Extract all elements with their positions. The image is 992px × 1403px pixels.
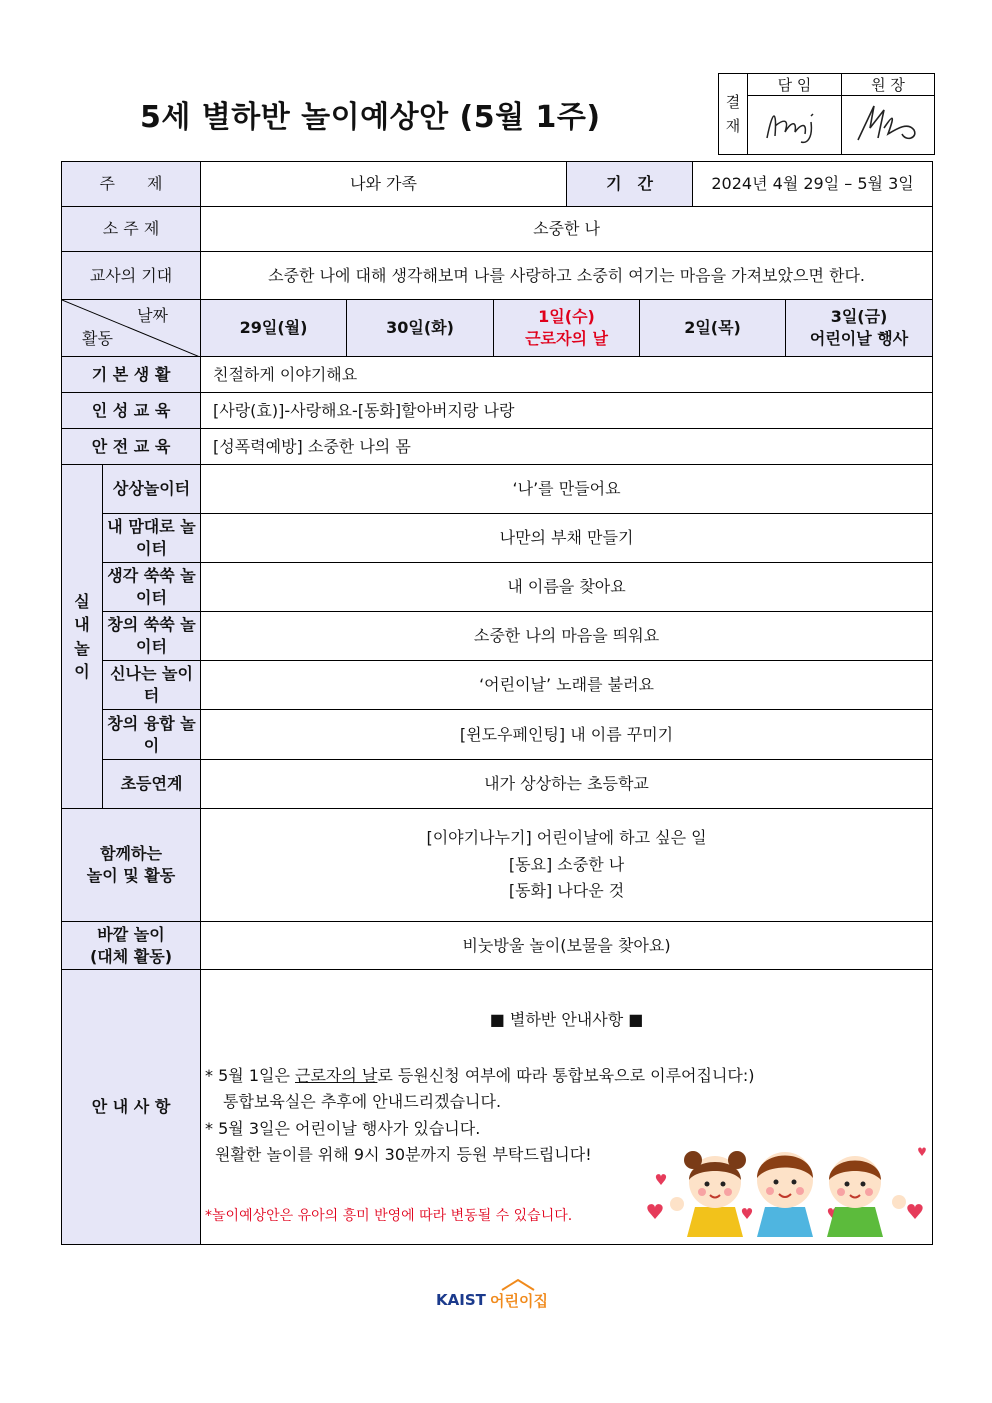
date-label: 날짜 [137,306,169,325]
together-value: [이야기나누기] 어린이날에 하고 싶은 일 [동요] 소중한 나 [동화] 나다운 것 [201,809,933,922]
subtopic-value: 소중한 나 [201,207,933,252]
indoor-play-group-label: 실 내 놀 이 [62,465,103,809]
expectation-value: 소중한 나에 대해 생각해보며 나를 사랑하고 소중히 여기는 마음을 가져보았으면 한다. [201,252,933,300]
day-header-mon: 29일(월) [201,300,347,357]
indoor-row-label: 신나는 놀이터 [103,661,201,710]
notice-line-2: 통합보육실은 추후에 안내드리겠습니다. [223,1092,502,1112]
indoor-row-label: 상상놀이터 [103,465,201,514]
indoor-row-label: 내 맘대로 놀이터 [103,514,201,563]
indoor-row-value: 나만의 부채 만들기 [201,514,933,563]
day-header-fri: 3일(금) 어린이날 행사 [786,300,933,357]
indoor-row-value: 소중한 나의 마음을 띄워요 [201,612,933,661]
day-header-wed: 1일(수) 근로자의 날 [494,300,640,357]
safety-value: [성폭력예방] 소중한 나의 몸 [201,429,933,465]
director-label: 원 장 [842,74,935,96]
date-activity-corner [62,300,201,357]
kaist-logo [436,1278,560,1316]
children-illustration [647,1142,932,1237]
notice-warning: *놀이예상안은 유아의 흥미 반영에 따라 변동될 수 있습니다. [205,1208,573,1224]
notice-line-1: * 5월 1일은 근로자의 날로 등원신청 여부에 따라 통합보육으로 이루어집니다:) [205,1066,755,1085]
period-value: 2024년 4월 29일 – 5월 3일 [693,162,933,207]
basic-life-value: 친절하게 이야기해요 [201,357,933,393]
outdoor-value: 비눗방울 놀이(보물을 찾아요) [201,922,933,970]
plan-table [61,161,933,1245]
director-signature [842,96,935,155]
logo-text-2: 어린이집 [490,1292,548,1310]
outdoor-label: 바깥 놀이 (대체 활동) [62,922,201,970]
indoor-row-value: 내 이름을 찾아요 [201,563,933,612]
teacher-label: 담 임 [748,74,842,96]
period-label: 기 간 [567,162,693,207]
indoor-row-value: ‘나’를 만들어요 [201,465,933,514]
notice-heading: ■ 별하반 안내사항 ■ [489,1010,644,1029]
indoor-row-label: 창의 융합 놀이 [103,710,201,760]
subtopic-label: 소 주 제 [62,207,201,252]
basic-life-label: 기 본 생 활 [62,357,201,393]
safety-label: 안 전 교 육 [62,429,201,465]
indoor-row-label: 생각 쑥쑥 놀이터 [103,563,201,612]
together-label: 함께하는 놀이 및 활동 [62,809,201,922]
notice-label: 안 내 사 항 [62,970,201,1245]
indoor-row-value: [윈도우페인팅] 내 이름 꾸미기 [201,710,933,760]
approval-box [718,73,935,155]
indoor-row-label: 초등연계 [103,760,201,809]
indoor-row-value: ‘어린이날’ 노래를 불러요 [201,661,933,710]
indoor-row-value: 내가 상상하는 초등학교 [201,760,933,809]
notice-line-3: * 5월 3일은 어린이날 행사가 있습니다. [205,1118,481,1138]
topic-label: 주 제 [62,162,201,207]
page-title: 5세 별하반 놀이예상안 (5월 1주) [140,100,601,135]
notice-content [201,970,933,1245]
logo-text: KAIST [436,1291,486,1309]
character-label: 인 성 교 육 [62,393,201,429]
topic-value: 나와 가족 [201,162,567,207]
day-header-tue: 30일(화) [347,300,494,357]
teacher-signature [748,96,842,155]
day-header-thu: 2일(목) [640,300,786,357]
character-value: [사랑(효)]-사랑해요-[동화]할아버지랑 나랑 [201,393,933,429]
notice-line-4: 원활한 놀이를 위해 9시 30분까지 등원 부탁드립니다! [215,1145,592,1165]
approval-label: 결 재 [719,74,748,155]
indoor-row-label: 창의 쑥쑥 놀이터 [103,612,201,661]
activity-label: 활동 [82,329,113,349]
expectation-label: 교사의 기대 [62,252,201,300]
